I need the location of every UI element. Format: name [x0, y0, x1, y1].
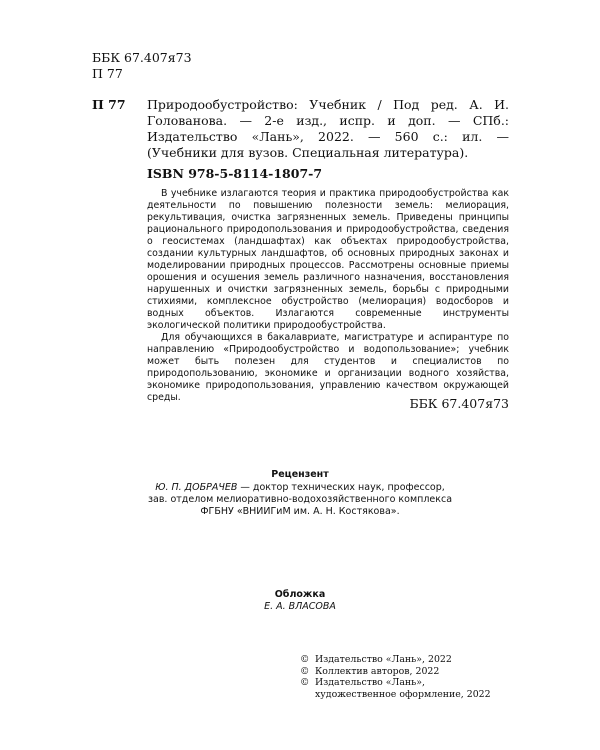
copyright-line: © Коллектив авторов, 2022	[300, 665, 440, 677]
reviewer-info	[0, 482, 600, 518]
copyright-line: © Издательство «Лань», 2022	[300, 654, 452, 665]
reviewer-position: зав. отделом мелиоративно-водохозяйственного комплекса	[147, 494, 453, 505]
isbn: ISBN 978-5-8114-1807-7	[147, 166, 323, 181]
copyright-line-continued: художественное оформление, 2022	[315, 688, 491, 700]
cover-heading: Обложка	[274, 589, 326, 600]
copyright-symbol: ©	[300, 665, 310, 677]
copyright-symbol: ©	[300, 654, 310, 665]
bbk-classification-bottom: ББК 67.407я73	[409, 396, 509, 411]
cover-designer-name: Е. А. ВЛАСОВА	[264, 601, 336, 612]
bbk-classification-top	[92, 50, 192, 82]
abstract	[147, 188, 509, 404]
bbk-code-top: ББК 67.407я73	[92, 50, 192, 65]
copyright-symbol: ©	[300, 677, 310, 688]
copyright-line: © Издательство «Лань»,	[300, 677, 426, 688]
reviewer-name: Ю. П. ДОБРАЧЕВ	[155, 482, 238, 493]
copyright-block	[300, 654, 491, 700]
reviewer-credentials: — доктор технических наук, профессор,	[237, 482, 445, 493]
reviewer-heading: Рецензент	[271, 469, 329, 480]
abstract-paragraph: Для обучающихся в бакалавриате, магистратуре и аспирантуре по направлению «Природообустройство и водопользование»; учебник может быть полезен для студентов и специалистов по природопользованию, экономике и организации водного хозяйства, экономике природопользования, управлению качеством окружающей среды.	[147, 332, 509, 403]
reviewer-line	[0, 482, 600, 494]
author-sign: П 77	[92, 97, 126, 112]
reviewer-institution: ФГБНУ «ВНИИГиМ им. А. Н. Костякова».	[200, 506, 400, 517]
bibliographic-record: Природообустройство: Учебник / Под ред. А. И. Голованова. — 2-е изд., испр. и доп. — СПб.: Издательство «Лань», 2022. — 560 с.: ил. — (Учебники для вузов. Специальная литература).	[147, 97, 509, 160]
abstract-paragraph: В учебнике излагаются теория и практика природообустройства как деятельности по повышению полезности земель: мелиорация, рекультивация, очистка загрязненных земель. Приведены принципы рационального природопользования и природообустройства, сведения о геосистемах (ландшафтах) как объектах природообустройства, создании культурных ландшафтов, об основных природных законах и моделировании природных процессов. Рассмотрены основные приемы орошения и осушения земель различного назначения, восстановления нарушенных и очистки загрязненных земель, борьбы с природными стихиями, комплексное обустройство (мелиорация) водосборов и водных объектов. Излагаются современные инструменты экологической политики природообустройства.	[147, 188, 509, 331]
catalog-code-top: П 77	[92, 66, 123, 81]
